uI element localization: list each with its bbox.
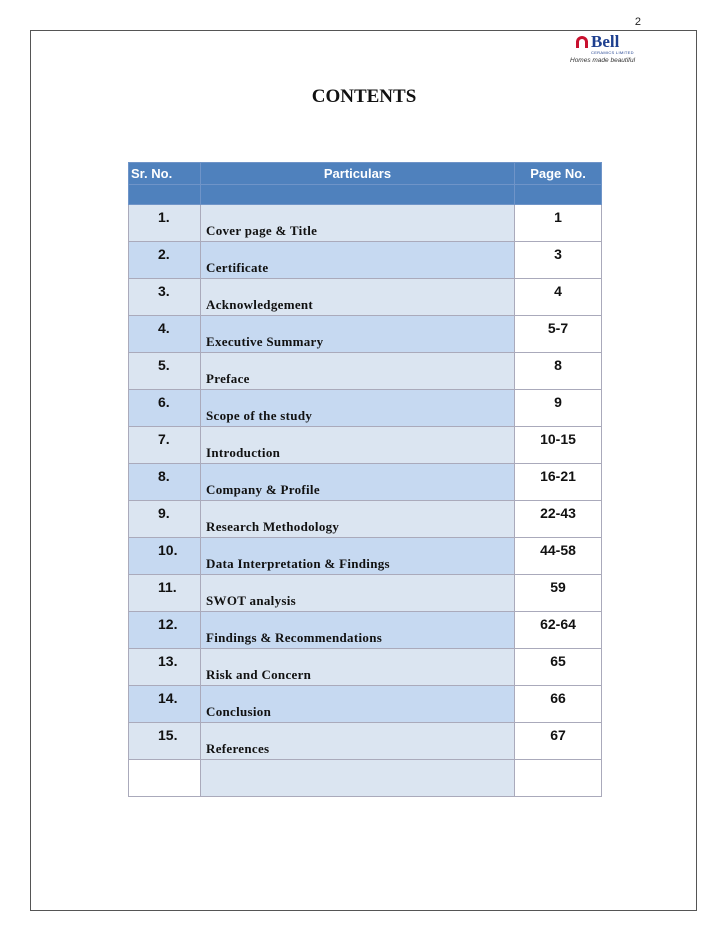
row-sr-no: 14. (129, 686, 201, 723)
row-sr-no: 10. (129, 538, 201, 575)
row-page-no: 5-7 (515, 316, 602, 353)
row-sr-no: 2. (129, 242, 201, 279)
table-row (129, 723, 602, 760)
table-row (129, 575, 602, 612)
row-page-no: 9 (515, 390, 602, 427)
row-page-no: 3 (515, 242, 602, 279)
table-header-row (129, 163, 602, 185)
row-page-no: 65 (515, 649, 602, 686)
row-sr-no: 3. (129, 279, 201, 316)
row-sr-no: 13. (129, 649, 201, 686)
row-page-no: 59 (515, 575, 602, 612)
row-sr-no: 6. (129, 390, 201, 427)
row-particulars: Scope of the study (201, 390, 515, 427)
table-row (129, 353, 602, 390)
row-page-no: 62-64 (515, 612, 602, 649)
row-particulars: Company & Profile (201, 464, 515, 501)
row-sr-no: 12. (129, 612, 201, 649)
company-logo (566, 34, 648, 64)
row-particulars: Acknowledgement (201, 279, 515, 316)
row-particulars: Conclusion (201, 686, 515, 723)
header-page-no: Page No. (515, 163, 602, 185)
table-row (129, 205, 602, 242)
table-row (129, 390, 602, 427)
logo-brand: Bell (591, 32, 620, 51)
row-particulars: Findings & Recommendations (201, 612, 515, 649)
row-page-no: 16-21 (515, 464, 602, 501)
row-sr-no: 4. (129, 316, 201, 353)
row-sr-no: 11. (129, 575, 201, 612)
row-sr-no: 9. (129, 501, 201, 538)
row-particulars: Preface (201, 353, 515, 390)
row-page-no: 8 (515, 353, 602, 390)
table-row (129, 649, 602, 686)
table-row (129, 427, 602, 464)
row-particulars: Cover page & Title (201, 205, 515, 242)
row-page-no: 1 (515, 205, 602, 242)
row-page-no: 10-15 (515, 427, 602, 464)
row-particulars: Certificate (201, 242, 515, 279)
table-row (129, 538, 602, 575)
page-title: CONTENTS (311, 86, 417, 107)
row-particulars: Risk and Concern (201, 649, 515, 686)
table-row (129, 279, 602, 316)
row-particulars: SWOT analysis (201, 575, 515, 612)
row-page-no: 22-43 (515, 501, 602, 538)
row-page-no: 66 (515, 686, 602, 723)
logo-tagline: Homes made beautiful (570, 57, 636, 64)
header-sr-no: Sr. No. (129, 163, 201, 185)
row-sr-no: 7. (129, 427, 201, 464)
row-sr-no: 8. (129, 464, 201, 501)
table-header-band (129, 185, 602, 205)
row-particulars: Executive Summary (201, 316, 515, 353)
table-row (129, 316, 602, 353)
header-particulars: Particulars (201, 163, 515, 185)
row-sr-no: 15. (129, 723, 201, 760)
row-page-no: 67 (515, 723, 602, 760)
row-sr-no: 1. (129, 205, 201, 242)
row-page-no: 4 (515, 279, 602, 316)
page-number: 2 (634, 16, 641, 28)
table-row (129, 501, 602, 538)
row-page-no: 44-58 (515, 538, 602, 575)
contents-table (128, 162, 602, 797)
bell-logo-icon (576, 36, 588, 48)
table-empty-row (129, 760, 602, 797)
table-row (129, 242, 602, 279)
row-particulars: Research Methodology (201, 501, 515, 538)
row-particulars: Introduction (201, 427, 515, 464)
table-row (129, 686, 602, 723)
row-particulars: Data Interpretation & Findings (201, 538, 515, 575)
table-row (129, 464, 602, 501)
row-particulars: References (201, 723, 515, 760)
row-sr-no: 5. (129, 353, 201, 390)
table-row (129, 612, 602, 649)
logo-subtitle: CERAMICS LIMITED (591, 50, 634, 55)
